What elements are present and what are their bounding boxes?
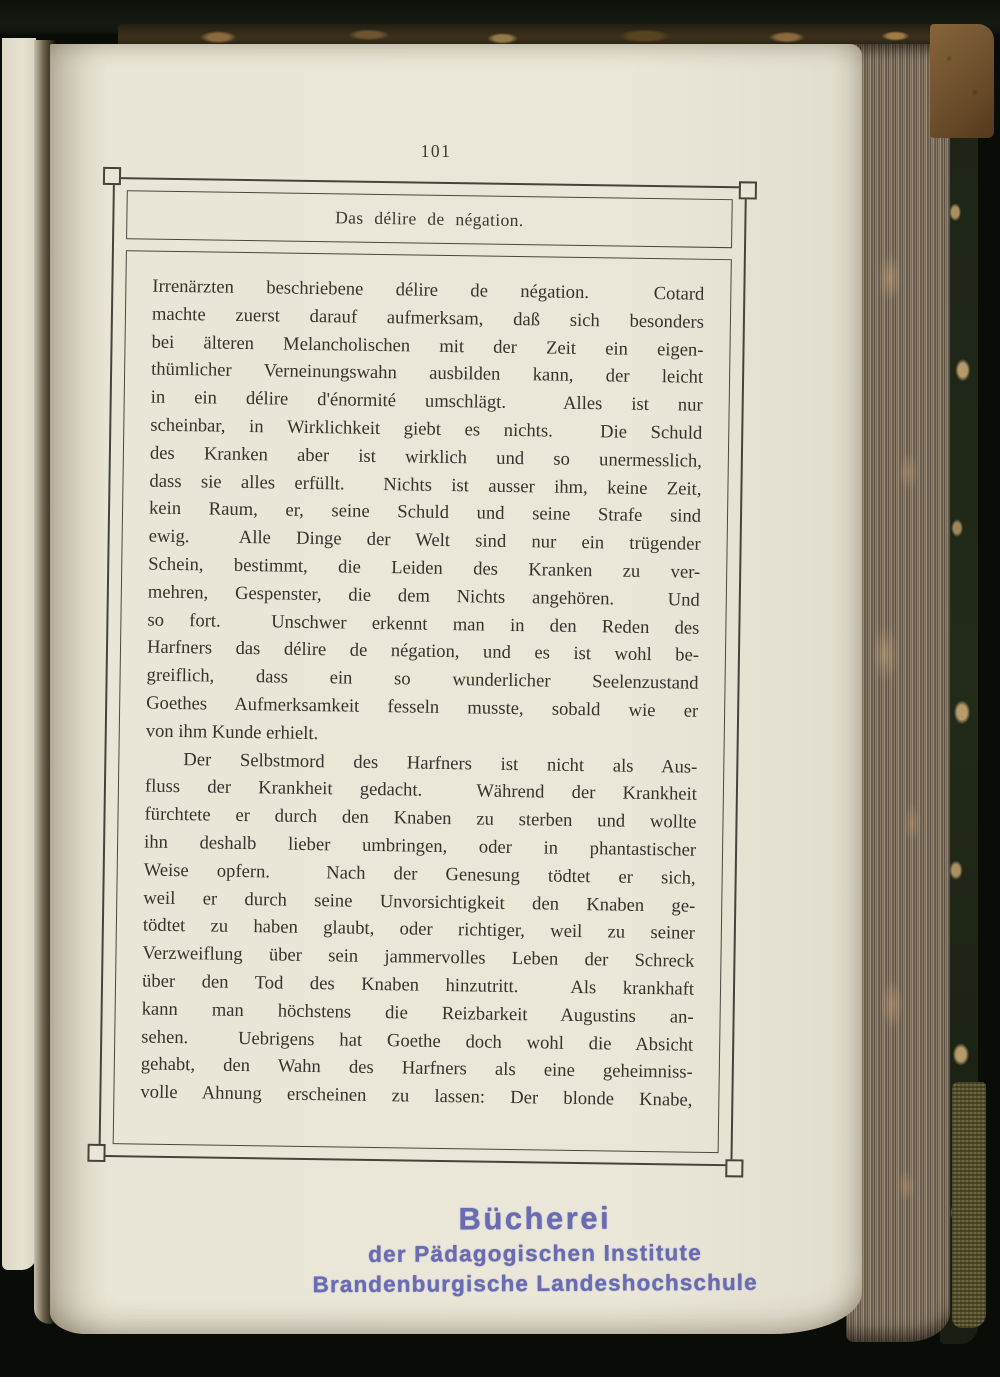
text-line: Irrenärzten beschriebene délire de négation. Cotard [152, 275, 705, 305]
body-text-box [113, 250, 732, 1153]
text-line: mehren, Gespenster, die dem Nichts angehören. Und [147, 581, 700, 611]
text-line: des Kranken aber ist wirklich und so unermesslich, [149, 442, 703, 472]
leather-cover-corner [930, 24, 994, 138]
text-line: sehen. Uebrigens hat Goethe doch wohl die Absicht [141, 1026, 694, 1056]
text-line: machte zuerst darauf aufmerksam, daß sich besonders [151, 303, 705, 333]
text-line: Verzweiflung über sein jammervolles Leben der Schreck [142, 942, 695, 972]
text-line: bei älteren Melancholischen mit der Zeit ein eigen- [151, 331, 704, 361]
cover-cloth-corner [952, 1082, 986, 1328]
text-line: weil er durch seine Unvorsichtigkeit den Knaben ge- [143, 887, 696, 917]
text-line: ewig. Alle Dinge der Welt sind nur ein trügender [148, 525, 701, 555]
text-line: kein Raum, er, seine Schuld und seine Strafe sind [148, 497, 702, 528]
frame-corner-ornament [739, 181, 757, 199]
text-line: gehabt, den Wahn des Harfners als eine geheimniss- [140, 1053, 693, 1084]
text-line: volle Ahnung erscheinen zu lassen: Der blonde Knabe, [140, 1081, 693, 1111]
stamp-line: der Pädagogischen Institute [368, 1240, 702, 1267]
text-lines [140, 273, 704, 1115]
chapter-title: Das délire de négation. [335, 207, 524, 231]
stamp-line: Brandenburgische Landeshochschule [312, 1269, 758, 1298]
text-line: Weise opfern. Nach der Genesung tödtet er sich, [143, 859, 696, 889]
frame-corner-ornament [725, 1159, 743, 1177]
text-line: kann man höchstens die Reizbarkeit Augustins an- [141, 998, 694, 1028]
text-line: fluss der Krankheit gedacht. Während der Krankheit [144, 775, 698, 806]
stamp-line: Bücherei [458, 1200, 612, 1237]
text-line: ihn deshalb lieber umbringen, oder in phantastischer [143, 831, 697, 861]
text-line: über den Tod des Knaben hinzutritt. Als krankhaft [141, 970, 695, 1000]
text-line: thümlicher Verneinungswahn ausbilden kann, der leicht [150, 358, 704, 389]
text-line: tödtet zu haben glaubt, oder richtiger, weil zu seiner [142, 914, 695, 945]
page-number: 101 [420, 141, 452, 161]
text-line: in ein délire d'énormité umschlägt. Alles ist nur [150, 386, 703, 416]
text-line: Harfners das délire de négation, und es ist wohl be- [146, 636, 700, 667]
text-line: Goethes Aufmerksamkeit fesseln musste, sobald wie er [146, 692, 699, 722]
decorative-frame [98, 177, 746, 1166]
text-line: von ihm Kunde erhielt. [145, 720, 319, 744]
text-line: fürchtete er durch den Knaben zu sterben und wollte [144, 803, 697, 833]
text-line: Der Selbstmord des Harfners ist nicht als Aus- [183, 748, 698, 778]
text-line: dass sie alles erfüllt. Nichts ist ausser ihm, keine Zeit, [149, 470, 702, 500]
text-line: Schein, bestimmt, die Leiden des Kranken zu ver- [148, 553, 701, 583]
frame-corner-ornament [103, 167, 121, 185]
library-stamp [225, 1196, 846, 1300]
facing-page-sliver [2, 38, 36, 1270]
text-line: so fort. Unschwer erkennt man in den Reden des [147, 609, 700, 639]
text-line: greiflich, dass ein so wunderlicher Seelenzustand [146, 664, 699, 694]
chapter-header-box [126, 190, 733, 248]
frame-corner-ornament [87, 1144, 105, 1162]
text-line: scheinbar, in Wirklichkeit giebt es nichts. Die Schuld [150, 414, 703, 444]
